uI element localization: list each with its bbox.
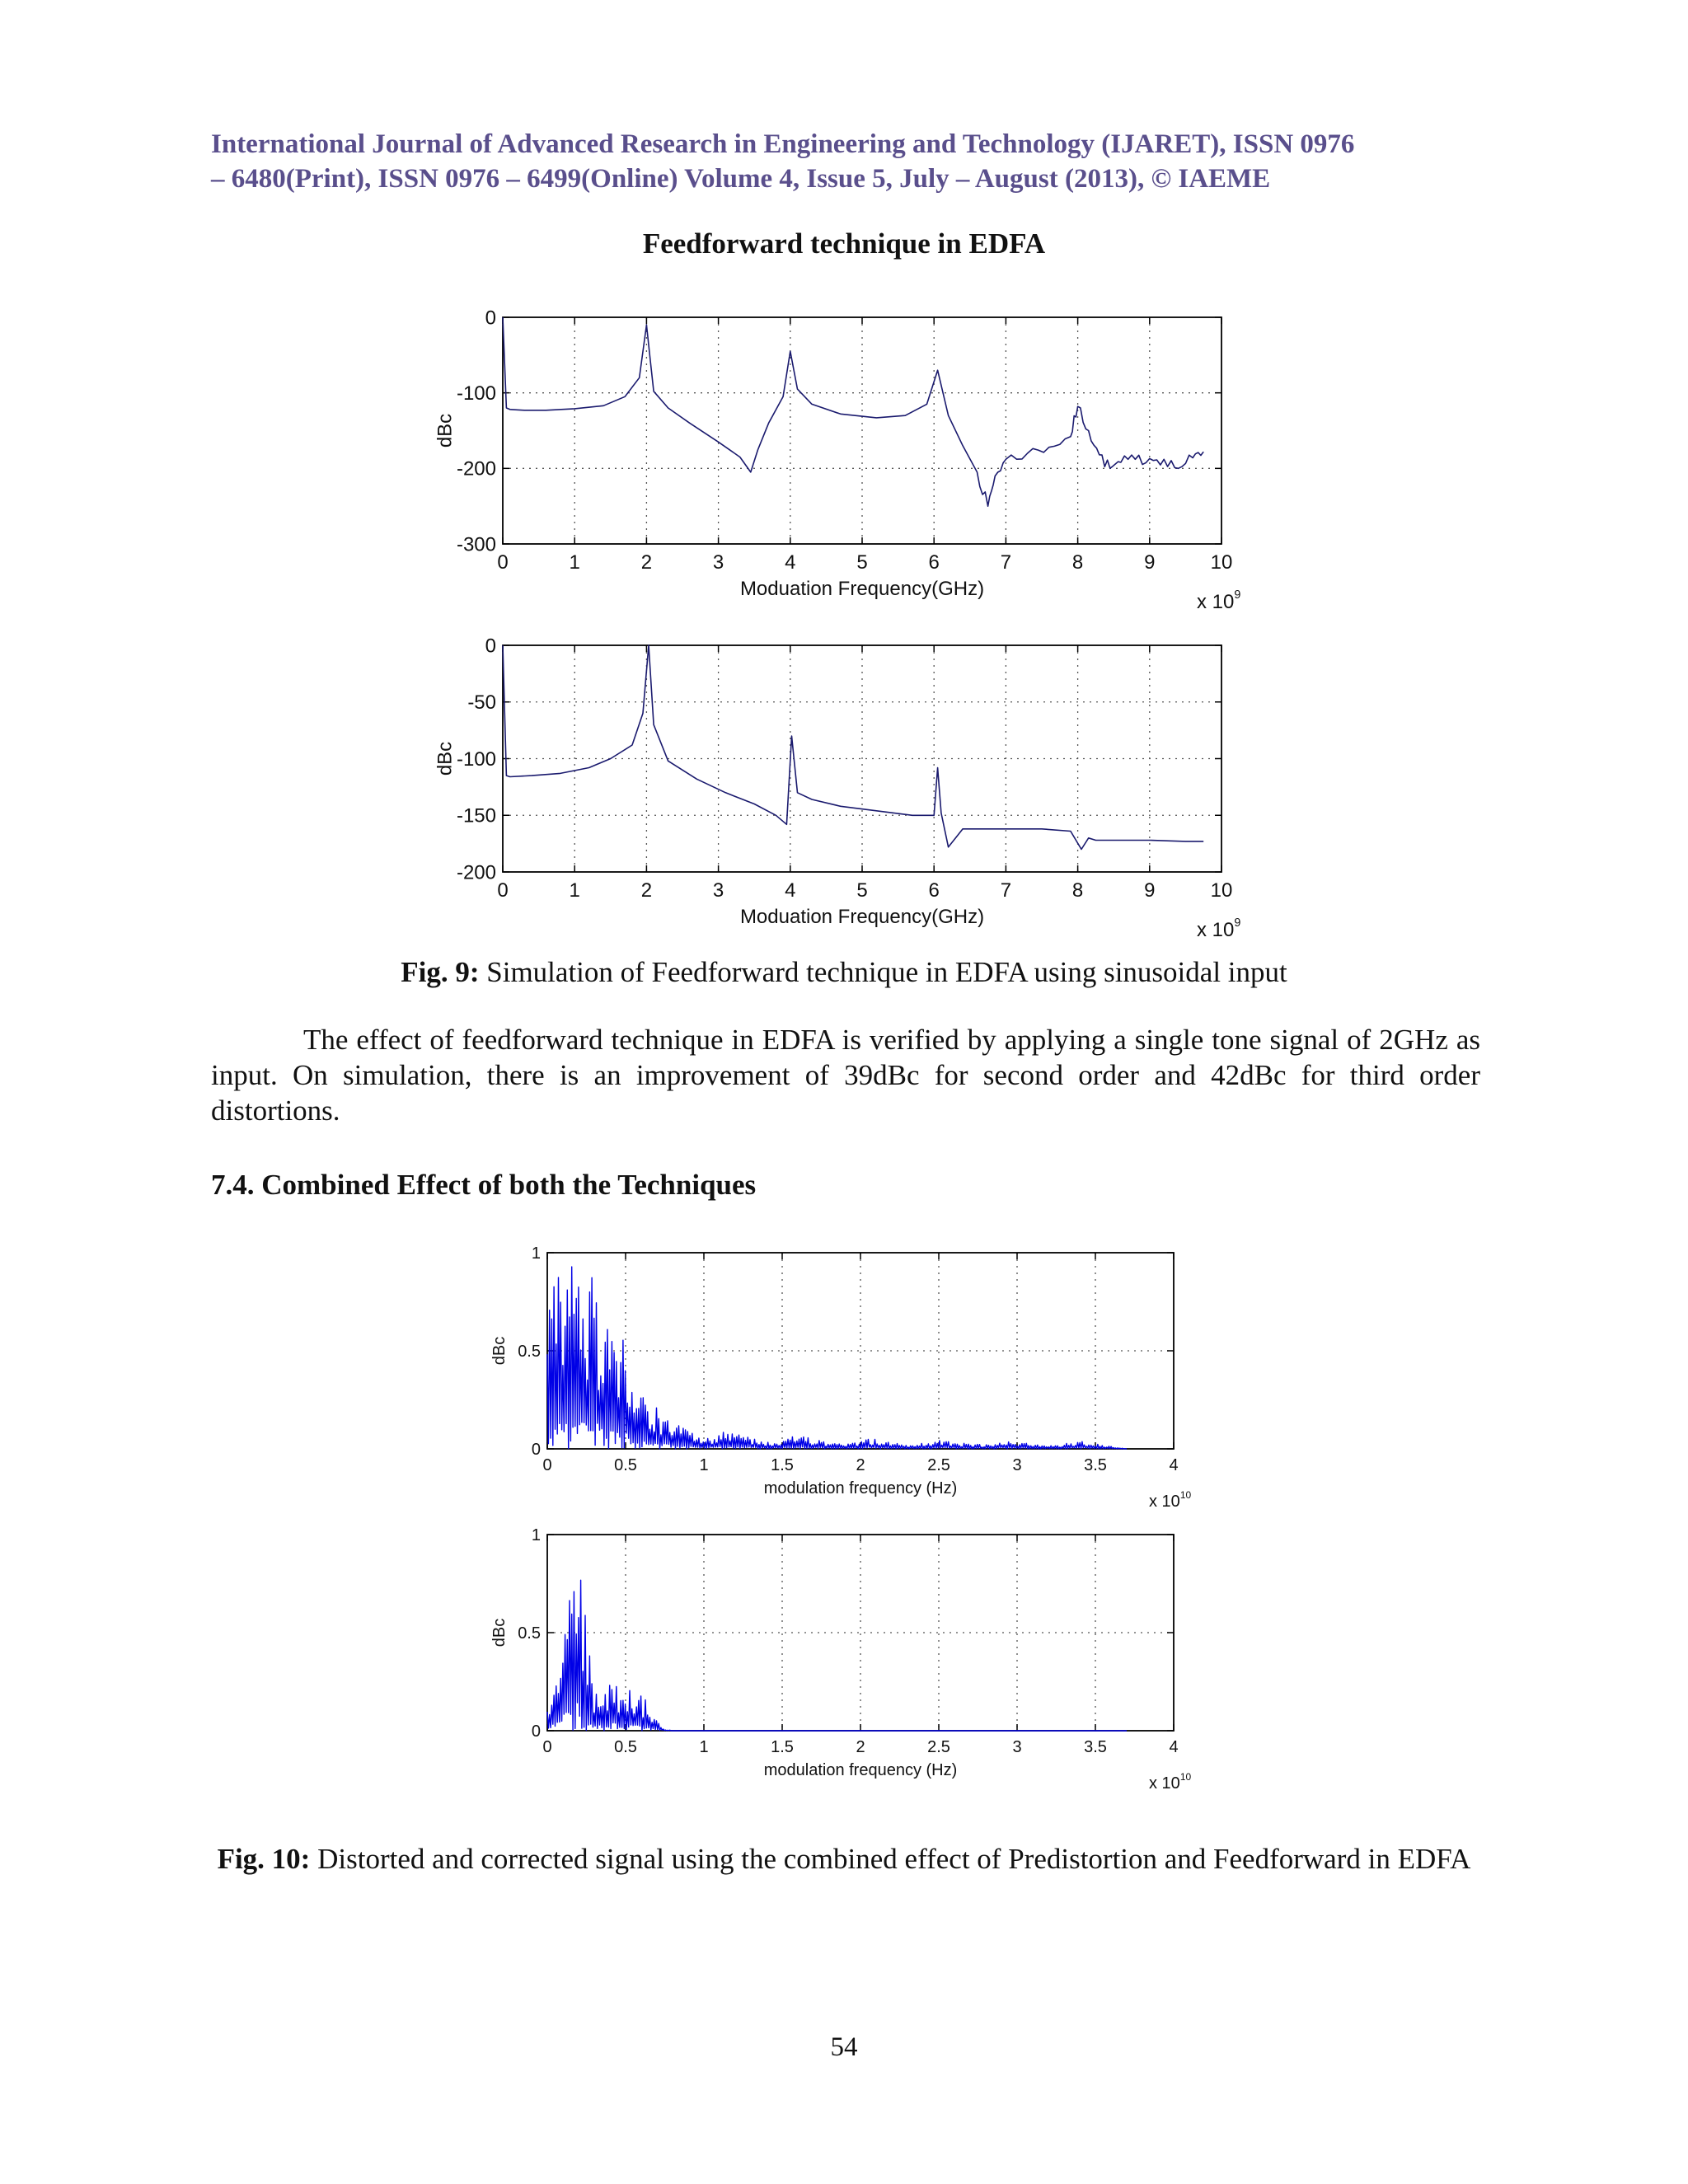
chart3-series-line <box>547 1580 1127 1731</box>
chart1-xtick-label: 6 <box>928 879 940 902</box>
chart3-ylabel: dBc <box>490 1618 509 1647</box>
fig9-caption <box>211 954 1477 990</box>
chart2-xtick-label: 3 <box>1012 1456 1022 1474</box>
chart1-xtick-label: 9 <box>1144 879 1156 902</box>
chart0-ytick-label: 0 <box>485 307 496 330</box>
fig9-top-chart <box>396 301 1253 618</box>
chart0-ylabel: dBc <box>434 413 457 448</box>
chart0-xtick-label: 0 <box>497 551 509 574</box>
chart0-xlabel: Moduation Frequency(GHz) <box>739 578 985 600</box>
chart2-xtick-label: 2 <box>856 1456 865 1474</box>
chart1-series-line <box>503 645 1203 850</box>
chart0-xtick-label: 3 <box>712 551 724 574</box>
chart1-ytick-label: -200 <box>456 861 496 884</box>
chart0-ytick-label: -300 <box>456 533 496 556</box>
chart3-x-multiplier: x $10^{10}$ <box>1149 1771 1192 1790</box>
chart3-ytick-label: 0.5 <box>518 1624 541 1643</box>
chart2-ylabel: dBc <box>490 1336 509 1366</box>
chart2-xlabel: modulation frequency (Hz) <box>763 1479 958 1497</box>
section-title: Feedforward technique in EDFA <box>642 227 1046 260</box>
chart2-xtick-label: 1 <box>699 1456 709 1474</box>
fig10-caption <box>211 1841 1477 1877</box>
chart2-x-multiplier: x $10^{10}$ <box>1149 1489 1192 1508</box>
chart1-xtick-label: 7 <box>1000 879 1012 902</box>
chart1-xlabel: Moduation Frequency(GHz) <box>739 906 985 928</box>
chart3-xtick-label: 0.5 <box>614 1738 637 1756</box>
chart1-ytick-label: -150 <box>456 804 496 827</box>
chart3-xtick-label: 2 <box>856 1738 865 1756</box>
chart0-xtick-label: 1 <box>569 551 580 574</box>
chart0-xtick-label: 5 <box>856 551 868 574</box>
chart3-ytick-label: 1 <box>531 1526 541 1544</box>
chart1-xtick-label: 8 <box>1071 879 1084 902</box>
fig10-top-chart <box>470 1236 1212 1508</box>
chart1-x-multiplier: x $10^9$ <box>1197 916 1241 941</box>
journal-header <box>211 127 1480 196</box>
chart3-xtick-label: 4 <box>1169 1738 1179 1756</box>
chart2-xtick-label: 4 <box>1169 1456 1179 1474</box>
chart2-xtick-label: 3.5 <box>1084 1456 1107 1474</box>
chart1-xtick-label: 10 <box>1210 879 1233 902</box>
chart0-xtick-label: 6 <box>928 551 940 574</box>
header-line-2: – 6480(Print), ISSN 0976 – 6499(Online) Volume 4, Issue 5, July – August (2013), © IAEME <box>211 164 1271 194</box>
chart2-xtick-label: 0.5 <box>614 1456 637 1474</box>
chart1-xtick-label: 1 <box>569 879 580 902</box>
chart1-ytick-label: 0 <box>485 635 496 658</box>
chart2-series-line <box>547 1267 1127 1449</box>
chart1-ytick-label: -50 <box>467 691 496 715</box>
chart0-x-multiplier: x $10^9$ <box>1197 588 1241 613</box>
fig9-bottom-chart <box>396 629 1253 946</box>
header-line-1: International Journal of Advanced Research in Engineering and Technology (IJARET), ISSN 0976 <box>211 129 1355 159</box>
chart2-xtick-label: 1.5 <box>771 1456 794 1474</box>
chart3-xtick-label: 2.5 <box>927 1738 950 1756</box>
subsection-heading: 7.4. Combined Effect of both the Techniques <box>211 1169 757 1201</box>
chart1-xtick-label: 0 <box>497 879 509 902</box>
fig9-label: Fig. 9: <box>401 956 480 988</box>
chart2-ytick-label: 0.5 <box>518 1343 541 1361</box>
chart3-xtick-label: 0 <box>542 1738 552 1756</box>
chart0-ytick-label: -100 <box>456 382 496 405</box>
chart1-xtick-label: 3 <box>712 879 724 902</box>
chart3-xtick-label: 1 <box>699 1738 709 1756</box>
body-paragraph <box>211 1022 1480 1128</box>
chart2-xtick-label: 0 <box>542 1456 552 1474</box>
chart1-xtick-label: 2 <box>640 879 653 902</box>
chart1-ylabel: dBc <box>434 741 457 776</box>
chart1-ytick-label: -100 <box>456 748 496 771</box>
chart0-series-line <box>503 317 1203 506</box>
chart3-ytick-label: 0 <box>531 1722 541 1741</box>
chart0-xtick-label: 8 <box>1071 551 1084 574</box>
chart0-xtick-label: 9 <box>1144 551 1156 574</box>
chart0-xtick-label: 10 <box>1210 551 1233 574</box>
fig10-label: Fig. 10: <box>217 1843 311 1875</box>
chart3-xtick-label: 3 <box>1012 1738 1022 1756</box>
fig10-bottom-chart <box>470 1518 1212 1790</box>
chart0-xtick-label: 4 <box>785 551 796 574</box>
chart0-xtick-label: 7 <box>1000 551 1012 574</box>
chart3-xtick-label: 1.5 <box>771 1738 794 1756</box>
chart2-ytick-label: 0 <box>531 1441 541 1459</box>
fig9-text: Simulation of Feedforward technique in EDFA using sinusoidal input <box>479 956 1287 988</box>
chart2-ytick-label: 1 <box>531 1244 541 1263</box>
chart2-xtick-label: 2.5 <box>927 1456 950 1474</box>
chart3-xlabel: modulation frequency (Hz) <box>763 1761 958 1779</box>
chart3-xtick-label: 3.5 <box>1084 1738 1107 1756</box>
fig10-text: Distorted and corrected signal using the combined effect of Predistortion and Feedforward in EDFA <box>310 1843 1471 1875</box>
page-number: 54 <box>830 2032 858 2062</box>
chart0-xtick-label: 2 <box>640 551 653 574</box>
chart1-xtick-label: 5 <box>856 879 868 902</box>
chart1-xtick-label: 4 <box>785 879 796 902</box>
body-paragraph-text: The effect of feedforward technique in EDFA is verified by applying a single tone signal of 2GHz as input. On simulation, there is an improvement of 39dBc for second order and 42dBc for third order distortions. <box>211 1024 1480 1127</box>
chart0-ytick-label: -200 <box>456 457 496 480</box>
